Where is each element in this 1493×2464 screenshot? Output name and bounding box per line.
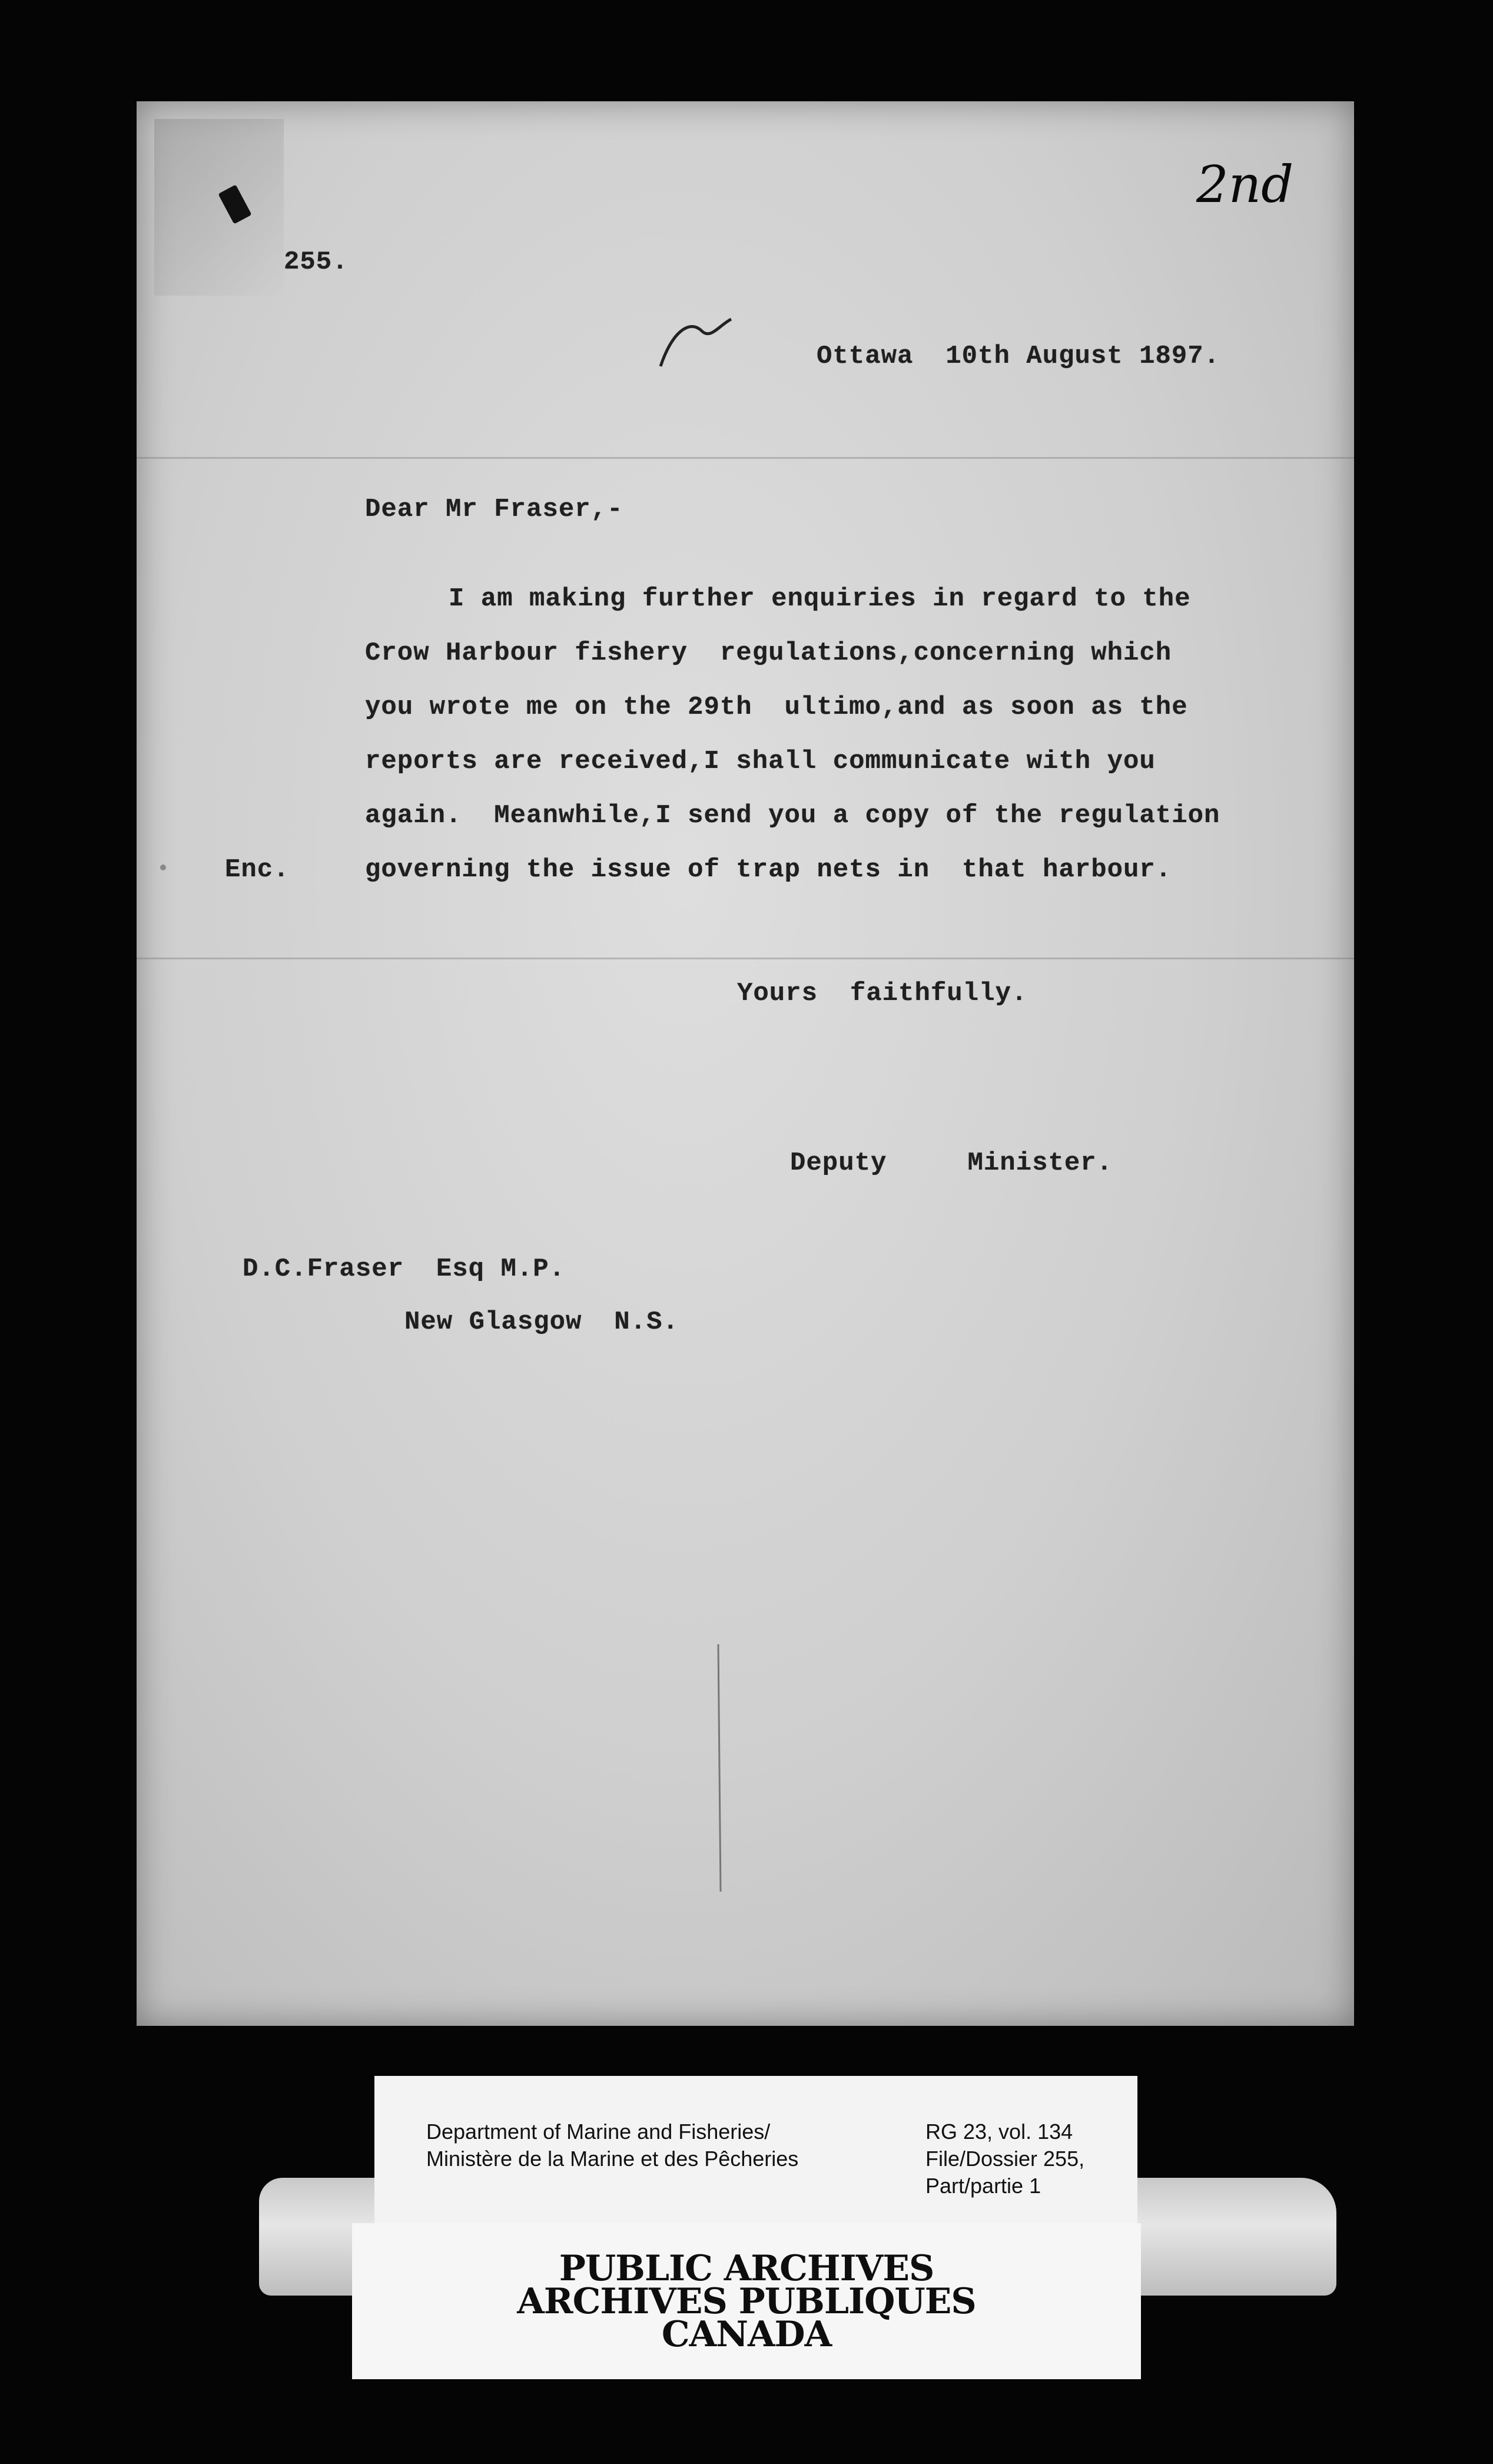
salutation: Dear Mr Fraser,- xyxy=(365,495,623,524)
corner-smudge xyxy=(154,119,284,296)
enclosure-note: Enc. xyxy=(225,855,290,885)
archive-stamp xyxy=(352,2223,1141,2379)
body-line: again. Meanwhile,I send you a copy of the regulation xyxy=(365,801,1220,830)
pencil-stroke xyxy=(714,1644,725,1892)
stamp-line-3: CANADA xyxy=(661,2314,832,2355)
signature-title: Deputy Minister. xyxy=(790,1148,1113,1178)
fold-line xyxy=(137,958,1354,959)
handwritten-corner-mark: 2nd xyxy=(1196,155,1294,214)
letter-page xyxy=(137,101,1354,2026)
file-number: 255. xyxy=(284,247,349,277)
body-line: governing the issue of trap nets in that harbour. xyxy=(365,855,1172,885)
date-line: Ottawa 10th August 1897. xyxy=(817,342,1220,371)
addressee-place: New Glasgow N.S. xyxy=(404,1307,679,1337)
body-line: I am making further enquiries in regard to the xyxy=(449,584,1191,614)
handwritten-squiggle xyxy=(655,307,737,378)
department-block xyxy=(426,2118,798,2172)
body-line: you wrote me on the 29th ultimo,and as soon as the xyxy=(365,693,1188,722)
archive-reference-label xyxy=(374,2076,1137,2231)
body-line: reports are received,I shall communicate with you xyxy=(365,747,1156,776)
department-french: Ministère de la Marine et des Pêcheries xyxy=(426,2147,799,2171)
reference-block xyxy=(925,2118,1084,2200)
stamp-line-2: ARCHIVES PUBLIQUES xyxy=(517,2281,976,2322)
body-line: Crow Harbour fishery regulations,concerning which xyxy=(365,638,1172,668)
fold-line xyxy=(137,457,1354,459)
addressee-name: D.C.Fraser Esq M.P. xyxy=(243,1254,566,1284)
stamp-line-1: PUBLIC ARCHIVES xyxy=(559,2248,934,2289)
closing: Yours faithfully. xyxy=(737,979,1028,1008)
part-reference: Part/partie 1 xyxy=(925,2174,1041,2198)
file-reference: File/Dossier 255, xyxy=(925,2147,1085,2171)
department-english: Department of Marine and Fisheries/ xyxy=(426,2119,771,2144)
record-group: RG 23, vol. 134 xyxy=(925,2119,1073,2144)
margin-dot xyxy=(160,865,166,870)
